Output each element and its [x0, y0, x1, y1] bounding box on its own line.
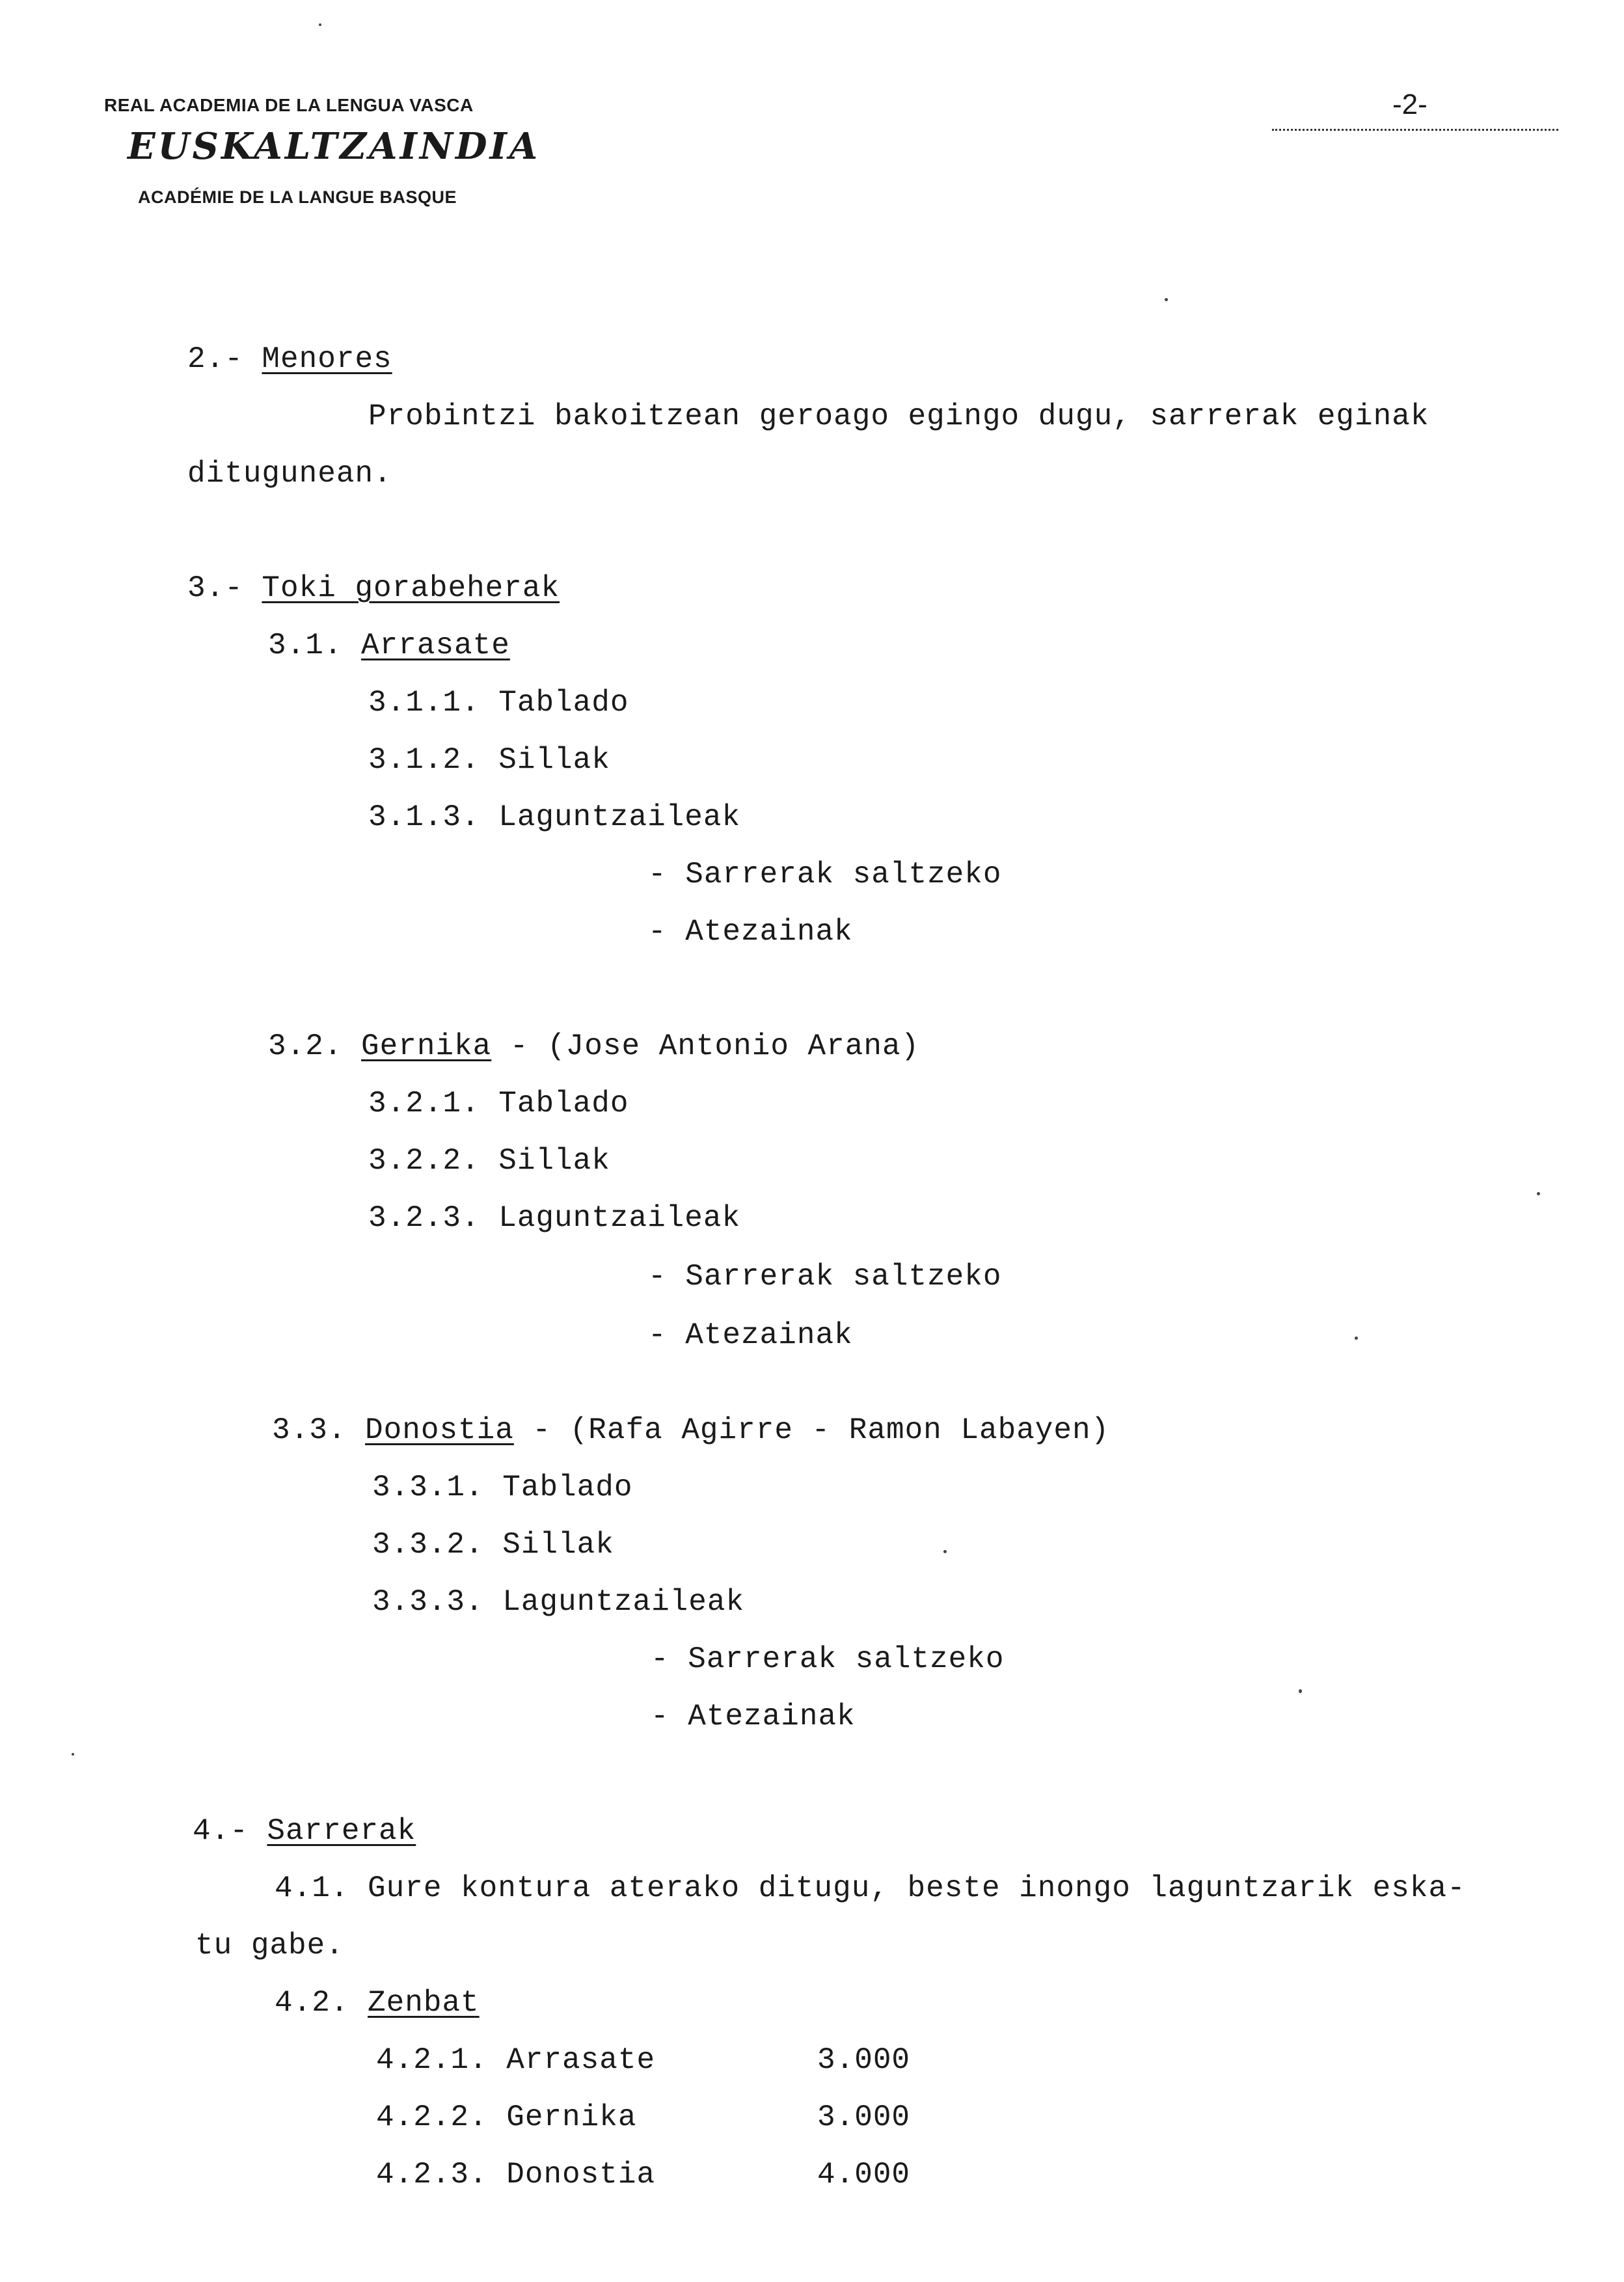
paragraph-4-1-line2: tu gabe.	[195, 1929, 344, 1963]
page-number-rule	[1272, 129, 1558, 131]
scan-speck	[319, 23, 321, 26]
table-row	[376, 2042, 655, 2078]
row-value: 4.000	[817, 2158, 911, 2192]
section-4-heading	[193, 1813, 416, 1849]
row-label: 4.2.2. Gernika	[376, 2100, 637, 2134]
table-row	[376, 2156, 655, 2193]
section-3-title: Toki gorabeherak	[262, 571, 560, 605]
scan-speck	[1165, 298, 1168, 301]
list-item: 3.3.2. Sillak	[372, 1528, 614, 1562]
section-4-number: 4.-	[193, 1814, 267, 1848]
section-2-heading	[187, 341, 392, 377]
section-2-number: 2.-	[187, 342, 262, 376]
section-2-para-line1: Probintzi bakoitzean geroago egingo dugu, sarrerak eginak	[368, 400, 1429, 433]
letterhead-bottom: ACADÉMIE DE LA LANGUE BASQUE	[138, 187, 457, 207]
subsection-3-3-number: 3.3.	[272, 1413, 366, 1447]
list-subitem: - Atezainak	[648, 915, 853, 949]
list-subitem: - Sarrerak saltzeko	[648, 858, 1002, 891]
letterhead-title: EUSKALTZAINDIA	[128, 125, 541, 168]
subsection-3-3-heading	[272, 1412, 1109, 1448]
subsection-3-3-note: - (Rafa Agirre - Ramon Labayen)	[513, 1413, 1110, 1447]
table-row	[376, 2099, 636, 2136]
subsection-3-2-heading	[268, 1028, 919, 1065]
list-item: 3.3.3. Laguntzaileak	[372, 1585, 745, 1619]
section-3-number: 3.-	[187, 571, 262, 605]
row-label: 4.2.3. Donostia	[376, 2158, 656, 2192]
subsection-3-2-title: Gernika	[361, 1029, 492, 1063]
list-item: 3.1.1. Tablado	[368, 686, 629, 720]
subsection-3-2-number: 3.2.	[268, 1029, 362, 1063]
list-item: 3.3.1. Tablado	[372, 1471, 633, 1504]
list-subitem: - Sarrerak saltzeko	[648, 1260, 1002, 1294]
row-value: 3.000	[817, 2100, 911, 2134]
scan-speck	[1355, 1337, 1358, 1340]
paragraph-4-1-line1: 4.1. Gure kontura aterako ditugu, beste inongo laguntzarik eska-	[275, 1871, 1466, 1905]
subsection-3-1-title: Arrasate	[361, 629, 510, 662]
list-item: 3.2.3. Laguntzaileak	[368, 1201, 741, 1235]
section-2-para-line2: ditugunean.	[187, 457, 392, 491]
section-3-heading	[187, 570, 560, 606]
scan-speck	[943, 1550, 947, 1553]
list-subitem: - Sarrerak saltzeko	[651, 1642, 1005, 1676]
list-subitem: - Atezainak	[648, 1318, 853, 1352]
list-subitem: - Atezainak	[651, 1700, 856, 1733]
row-label: 4.2.1. Arrasate	[376, 2043, 656, 2077]
section-2-title: Menores	[262, 342, 392, 376]
subsection-3-1-number: 3.1.	[268, 629, 362, 662]
section-4-title: Sarrerak	[267, 1814, 416, 1848]
list-item: 3.1.2. Sillak	[368, 743, 610, 777]
list-item: 3.2.2. Sillak	[368, 1144, 610, 1178]
scan-speck	[1537, 1192, 1540, 1195]
subsection-4-2-heading	[275, 1985, 480, 2021]
row-value: 3.000	[817, 2043, 911, 2077]
list-item: 3.2.1. Tablado	[368, 1087, 629, 1121]
subsection-4-2-number: 4.2.	[275, 1986, 368, 2020]
subsection-4-2-title: Zenbat	[368, 1986, 480, 2020]
letterhead-top: REAL ACADEMIA DE LA LENGUA VASCA	[104, 95, 474, 115]
subsection-3-1-heading	[268, 627, 510, 664]
scan-speck	[1299, 1689, 1302, 1693]
list-item: 3.1.3. Laguntzaileak	[368, 800, 741, 834]
subsection-3-2-note: - (Jose Antonio Arana)	[491, 1029, 920, 1063]
subsection-3-3-title: Donostia	[365, 1413, 514, 1447]
page-number: -2-	[1392, 88, 1428, 120]
scan-speck	[72, 1753, 74, 1756]
